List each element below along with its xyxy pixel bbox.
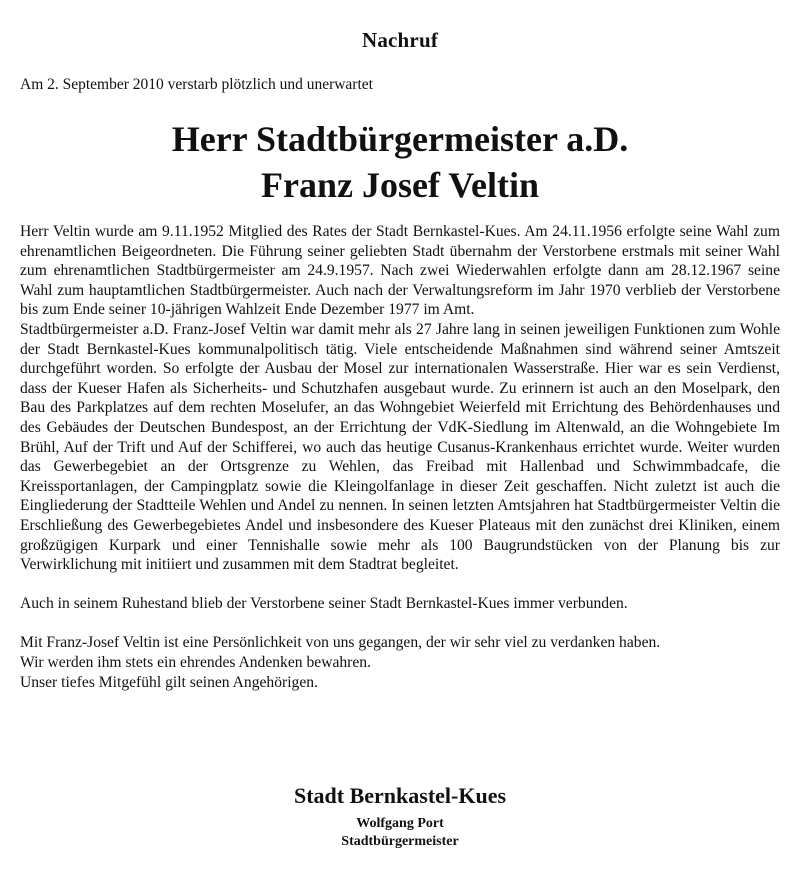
title-honorific: Herr Stadtbürgermeister a.D. (171, 119, 629, 159)
achievements-paragraph: Stadtbürgermeister a.D. Franz-Josef Veltin war damit mehr als 27 Jahre lang in seinen jeweiligen Funktionen zum Wohle der Stadt Bernkastel-Kues kommunalpolitisch tätig. Viele entscheidende Maßnahmen sind während seiner Amtszeit durchgeführt worden. So erfolgte der Ausbau der Mosel zur internationalen Wasserstraße. Hier war es sein Verdienst, dass der Kueser Hafen als Sicherheits- und Schutzhafen ausgebaut wurde. Zu erinnern ist auch an den Moselpark, den Bau des Parkplatzes auf dem rechten Moselufer, an das Wohngebiet Weierfeld mit Errichtung des Behördenhauses und des Gebäudes der Deutschen Bundespost, an der Errichtung der VdK-Siedlung im Altenwald, an die Wohngebiete Im Brühl, Auf der Trift und Auf der Schifferei, wo auch das heutige Cusanus-Krankenhaus errichtet wurde. Weiter wurden das Gewerbegebiet an der Ortsgrenze zu Wehlen, das Freibad mit Hallenbad und Schwimmbadcafe, die Kreissportanlagen, der Campingplatz sowie die Kleingolfanlage in dieser Zeit geschaffen. Nicht zuletzt ist auch die Eingliederung der Stadtteile Wehlen und Andel zu nennen. In seinen letzten Amtsjahren hat Stadtbürgermeister Veltin die Erschließung des Gewerbegebietes Andel und insbesondere des Kueser Plateaus mit den zunächst drei Kliniken, einem großzügigen Kurpark und einer Tennishalle sowie mehr als 100 Baugrundstücken von der Planung bis zur Verwirklichung mit initiiert und zusammen mit dem Stadtrat begleitet. (20, 320, 780, 574)
title-name: Franz Josef Veltin (261, 165, 539, 205)
closing-line: Mit Franz-Josef Veltin ist eine Persönlichkeit von uns gegangen, der wir sehr viel zu verdanken haben. (20, 634, 661, 652)
deceased-title (0, 116, 800, 208)
closing-line: Unser tiefes Mitgefühl gilt seinen Angehörigen. (20, 673, 318, 691)
signature-name: Wolfgang Port (356, 816, 444, 831)
biography-paragraph: Herr Veltin wurde am 9.11.1952 Mitglied des Rates der Stadt Bernkastel-Kues. Am 24.11.1956 erfolgte seine Wahl zum ehrenamtlichen Beigeordneten. Die Führung seiner geliebten Stadt übernahm der Verstorbene erstmals mit seiner Wahl zum ehrenamtlichen Stadtbürgermeister am 24.9.1957. Nach zwei Wiederwahlen erfolgte dann am 28.12.1967 seine Wahl zum hauptamtlichen Stadtbürgermeister. Auch nach der Verwaltungsreform im Jahr 1970 verblieb der Verstorbene bis zum Ende seiner 10-jährigen Wahlzeit Ende Dezember 1977 im Amt. (20, 223, 780, 319)
retirement-paragraph: Auch in seinem Ruhestand blieb der Verstorbene seiner Stadt Bernkastel-Kues immer verbunden. (20, 595, 628, 613)
notice-heading: Nachruf (361, 28, 439, 52)
obituary-body (20, 222, 780, 692)
signature-block (0, 783, 800, 851)
closing-paragraph (20, 633, 780, 692)
intro-line: Am 2. September 2010 verstarb plötzlich und unerwartet (20, 76, 373, 93)
signature-role: Stadtbürgermeister (341, 834, 459, 849)
signature-organization: Stadt Bernkastel-Kues (293, 783, 507, 808)
closing-line: Wir werden ihm stets ein ehrendes Andenken bewahren. (20, 654, 371, 672)
